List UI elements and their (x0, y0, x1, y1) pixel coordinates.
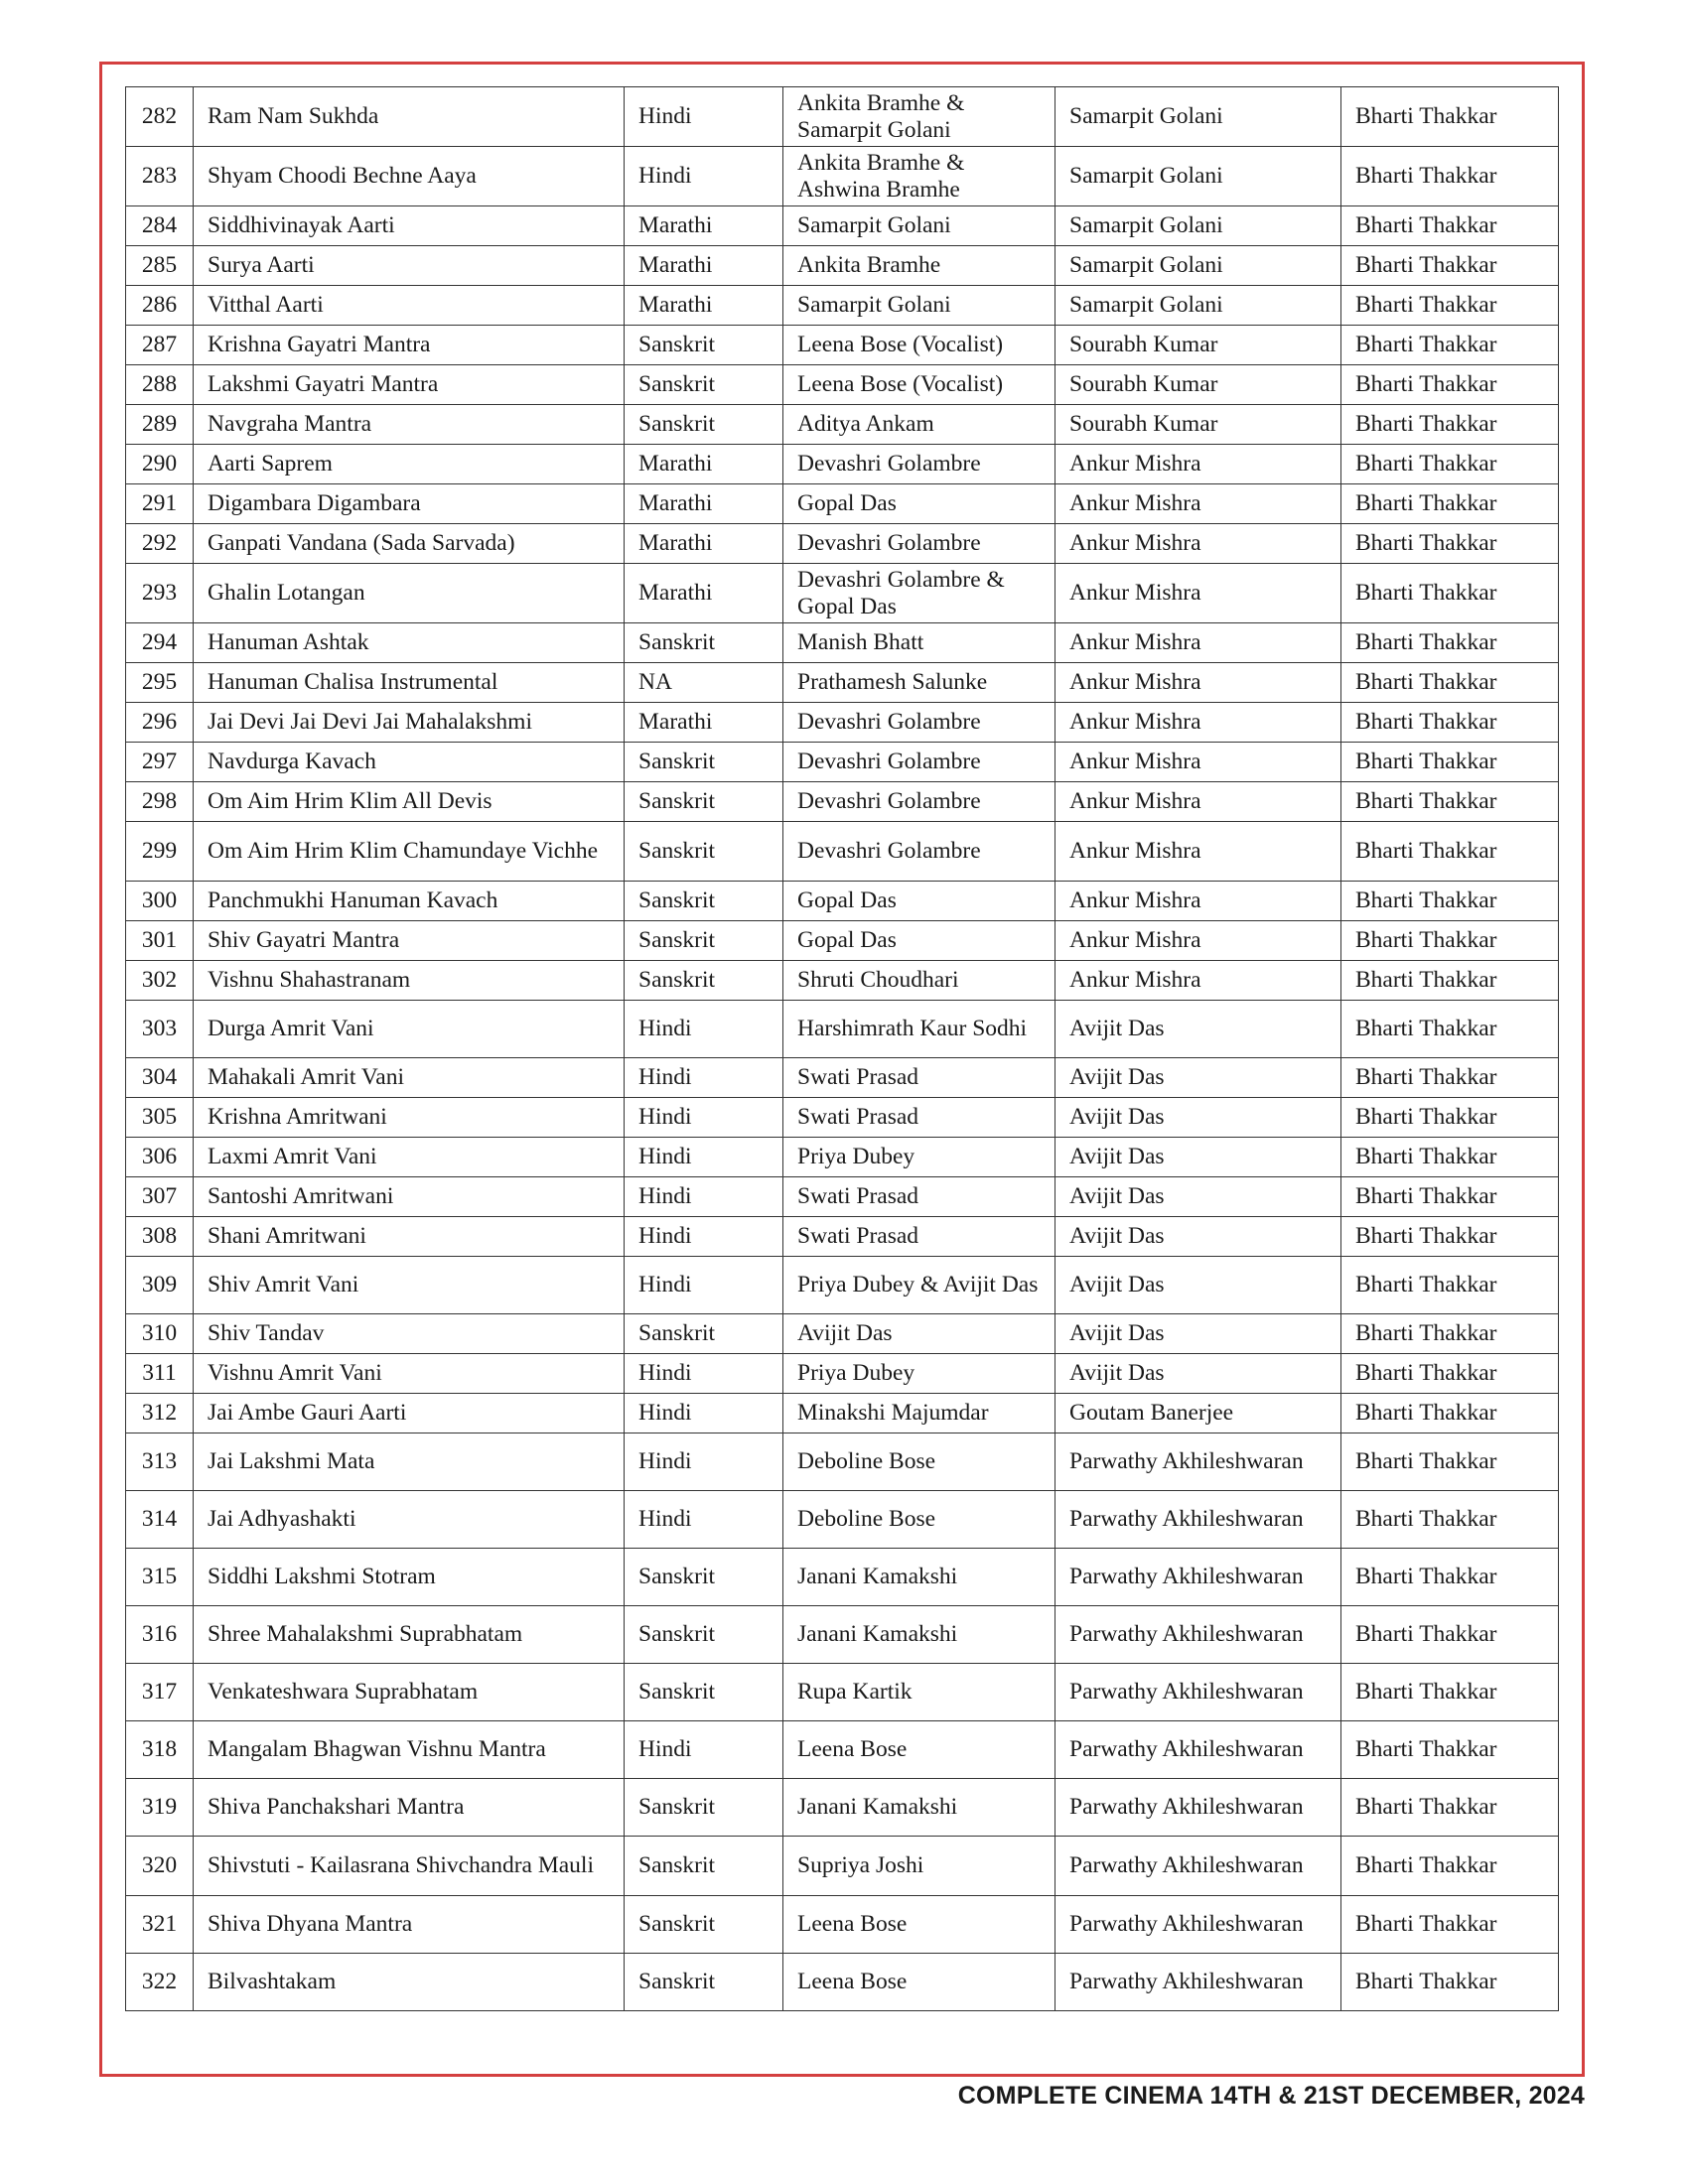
table-row (126, 743, 1559, 782)
cell-lyricist: Bharti Thakkar (1341, 1058, 1559, 1098)
cell-number: 295 (126, 663, 194, 703)
table-row (126, 365, 1559, 405)
cell-title: Shiv Tandav (194, 1314, 625, 1354)
cell-language: Marathi (625, 703, 783, 743)
cell-title: Surya Aarti (194, 246, 625, 286)
cell-composer: Avijit Das (1055, 1098, 1341, 1138)
cell-language: Hindi (625, 1491, 783, 1549)
cell-number: 305 (126, 1098, 194, 1138)
cell-number: 317 (126, 1664, 194, 1721)
cell-number: 314 (126, 1491, 194, 1549)
cell-language: Sanskrit (625, 961, 783, 1001)
cell-number: 309 (126, 1257, 194, 1314)
cell-number: 292 (126, 524, 194, 564)
cell-composer: Parwathy Akhileshwaran (1055, 1896, 1341, 1954)
cell-lyricist: Bharti Thakkar (1341, 1664, 1559, 1721)
cell-lyricist: Bharti Thakkar (1341, 663, 1559, 703)
cell-title: Shiv Gayatri Mantra (194, 921, 625, 961)
cell-singer: Aditya Ankam (783, 405, 1055, 445)
cell-lyricist: Bharti Thakkar (1341, 326, 1559, 365)
cell-language: Marathi (625, 445, 783, 484)
table-row (126, 1177, 1559, 1217)
cell-singer: Avijit Das (783, 1314, 1055, 1354)
cell-number: 318 (126, 1721, 194, 1779)
cell-lyricist: Bharti Thakkar (1341, 1721, 1559, 1779)
cell-number: 285 (126, 246, 194, 286)
cell-language: Hindi (625, 1354, 783, 1394)
cell-language: Marathi (625, 286, 783, 326)
cell-language: Sanskrit (625, 1549, 783, 1606)
table-row (126, 1217, 1559, 1257)
cell-composer: Samarpit Golani (1055, 246, 1341, 286)
cell-number: 315 (126, 1549, 194, 1606)
cell-title: Shiva Dhyana Mantra (194, 1896, 625, 1954)
cell-language: Sanskrit (625, 1896, 783, 1954)
cell-lyricist: Bharti Thakkar (1341, 1837, 1559, 1896)
table-row (126, 286, 1559, 326)
cell-language: Sanskrit (625, 882, 783, 921)
cell-number: 283 (126, 147, 194, 206)
cell-number: 321 (126, 1896, 194, 1954)
cell-language: Marathi (625, 524, 783, 564)
table-row (126, 326, 1559, 365)
cell-title: Shiva Panchakshari Mantra (194, 1779, 625, 1837)
cell-title: Hanuman Ashtak (194, 623, 625, 663)
cell-singer: Gopal Das (783, 882, 1055, 921)
cell-singer: Devashri Golambre (783, 445, 1055, 484)
cell-title: Laxmi Amrit Vani (194, 1138, 625, 1177)
cell-singer: Ankita Bramhe & Samarpit Golani (783, 87, 1055, 147)
cell-composer: Ankur Mishra (1055, 663, 1341, 703)
table-row (126, 1837, 1559, 1896)
cell-lyricist: Bharti Thakkar (1341, 1491, 1559, 1549)
cell-lyricist: Bharti Thakkar (1341, 961, 1559, 1001)
cell-language: Sanskrit (625, 1664, 783, 1721)
table-row (126, 147, 1559, 206)
table-row (126, 623, 1559, 663)
table-row (126, 1354, 1559, 1394)
cell-language: Marathi (625, 484, 783, 524)
table-row (126, 1314, 1559, 1354)
table-row (126, 1138, 1559, 1177)
cell-singer: Janani Kamakshi (783, 1549, 1055, 1606)
cell-language: Sanskrit (625, 743, 783, 782)
cell-title: Shani Amritwani (194, 1217, 625, 1257)
cell-language: Marathi (625, 206, 783, 246)
cell-composer: Parwathy Akhileshwaran (1055, 1549, 1341, 1606)
cell-singer: Ankita Bramhe (783, 246, 1055, 286)
cell-language: Hindi (625, 1098, 783, 1138)
cell-composer: Parwathy Akhileshwaran (1055, 1837, 1341, 1896)
table-row (126, 206, 1559, 246)
cell-composer: Ankur Mishra (1055, 782, 1341, 822)
table-row (126, 1896, 1559, 1954)
cell-number: 298 (126, 782, 194, 822)
cell-language: Sanskrit (625, 326, 783, 365)
cell-composer: Samarpit Golani (1055, 206, 1341, 246)
cell-lyricist: Bharti Thakkar (1341, 1177, 1559, 1217)
cell-language: Hindi (625, 1721, 783, 1779)
cell-number: 288 (126, 365, 194, 405)
cell-composer: Parwathy Akhileshwaran (1055, 1954, 1341, 2011)
cell-composer: Parwathy Akhileshwaran (1055, 1606, 1341, 1664)
cell-composer: Parwathy Akhileshwaran (1055, 1491, 1341, 1549)
cell-title: Hanuman Chalisa Instrumental (194, 663, 625, 703)
cell-composer: Parwathy Akhileshwaran (1055, 1779, 1341, 1837)
cell-singer: Deboline Bose (783, 1433, 1055, 1491)
cell-lyricist: Bharti Thakkar (1341, 1433, 1559, 1491)
cell-singer: Samarpit Golani (783, 286, 1055, 326)
cell-lyricist: Bharti Thakkar (1341, 564, 1559, 623)
cell-composer: Parwathy Akhileshwaran (1055, 1433, 1341, 1491)
cell-composer: Ankur Mishra (1055, 822, 1341, 882)
table-row (126, 1394, 1559, 1433)
table-row (126, 246, 1559, 286)
cell-lyricist: Bharti Thakkar (1341, 623, 1559, 663)
cell-singer: Devashri Golambre (783, 822, 1055, 882)
table-row (126, 405, 1559, 445)
table-row (126, 87, 1559, 147)
cell-language: Hindi (625, 1394, 783, 1433)
cell-number: 322 (126, 1954, 194, 2011)
cell-singer: Janani Kamakshi (783, 1606, 1055, 1664)
cell-singer: Deboline Bose (783, 1491, 1055, 1549)
cell-composer: Avijit Das (1055, 1257, 1341, 1314)
cell-language: Marathi (625, 246, 783, 286)
cell-title: Durga Amrit Vani (194, 1001, 625, 1058)
cell-composer: Ankur Mishra (1055, 961, 1341, 1001)
cell-singer: Swati Prasad (783, 1058, 1055, 1098)
cell-title: Venkateshwara Suprabhatam (194, 1664, 625, 1721)
cell-number: 319 (126, 1779, 194, 1837)
cell-title: Vitthal Aarti (194, 286, 625, 326)
cell-number: 290 (126, 445, 194, 484)
cell-singer: Ankita Bramhe & Ashwina Bramhe (783, 147, 1055, 206)
table-row (126, 1779, 1559, 1837)
table-row (126, 1058, 1559, 1098)
cell-title: Krishna Amritwani (194, 1098, 625, 1138)
cell-language: Hindi (625, 1001, 783, 1058)
cell-language: Hindi (625, 1058, 783, 1098)
cell-composer: Ankur Mishra (1055, 445, 1341, 484)
cell-lyricist: Bharti Thakkar (1341, 1394, 1559, 1433)
cell-number: 316 (126, 1606, 194, 1664)
cell-number: 289 (126, 405, 194, 445)
cell-composer: Ankur Mishra (1055, 623, 1341, 663)
cell-lyricist: Bharti Thakkar (1341, 206, 1559, 246)
cell-lyricist: Bharti Thakkar (1341, 1954, 1559, 2011)
cell-lyricist: Bharti Thakkar (1341, 1549, 1559, 1606)
table-row (126, 1001, 1559, 1058)
cell-language: Sanskrit (625, 1837, 783, 1896)
cell-title: Krishna Gayatri Mantra (194, 326, 625, 365)
cell-singer: Leena Bose (783, 1721, 1055, 1779)
cell-title: Mangalam Bhagwan Vishnu Mantra (194, 1721, 625, 1779)
cell-language: Hindi (625, 1433, 783, 1491)
cell-singer: Devashri Golambre & Gopal Das (783, 564, 1055, 623)
cell-lyricist: Bharti Thakkar (1341, 445, 1559, 484)
cell-title: Santoshi Amritwani (194, 1177, 625, 1217)
cell-number: 307 (126, 1177, 194, 1217)
cell-singer: Devashri Golambre (783, 524, 1055, 564)
table-row (126, 1098, 1559, 1138)
cell-composer: Ankur Mishra (1055, 703, 1341, 743)
cell-number: 296 (126, 703, 194, 743)
cell-title: Jai Devi Jai Devi Jai Mahalakshmi (194, 703, 625, 743)
cell-language: NA (625, 663, 783, 703)
cell-title: Aarti Saprem (194, 445, 625, 484)
cell-number: 304 (126, 1058, 194, 1098)
table-row (126, 524, 1559, 564)
cell-lyricist: Bharti Thakkar (1341, 782, 1559, 822)
cell-lyricist: Bharti Thakkar (1341, 882, 1559, 921)
cell-composer: Goutam Banerjee (1055, 1394, 1341, 1433)
cell-language: Sanskrit (625, 822, 783, 882)
table-row (126, 782, 1559, 822)
cell-singer: Minakshi Majumdar (783, 1394, 1055, 1433)
cell-composer: Parwathy Akhileshwaran (1055, 1721, 1341, 1779)
cell-singer: Rupa Kartik (783, 1664, 1055, 1721)
cell-lyricist: Bharti Thakkar (1341, 921, 1559, 961)
cell-composer: Sourabh Kumar (1055, 365, 1341, 405)
cell-lyricist: Bharti Thakkar (1341, 743, 1559, 782)
cell-singer: Janani Kamakshi (783, 1779, 1055, 1837)
cell-language: Hindi (625, 1257, 783, 1314)
cell-lyricist: Bharti Thakkar (1341, 1098, 1559, 1138)
cell-number: 310 (126, 1314, 194, 1354)
cell-composer: Avijit Das (1055, 1058, 1341, 1098)
table-row (126, 822, 1559, 882)
cell-singer: Swati Prasad (783, 1098, 1055, 1138)
cell-singer: Leena Bose (Vocalist) (783, 365, 1055, 405)
cell-composer: Ankur Mishra (1055, 743, 1341, 782)
cell-title: Vishnu Amrit Vani (194, 1354, 625, 1394)
cell-singer: Leena Bose (783, 1896, 1055, 1954)
cell-title: Ganpati Vandana (Sada Sarvada) (194, 524, 625, 564)
cell-singer: Gopal Das (783, 484, 1055, 524)
cell-title: Shree Mahalakshmi Suprabhatam (194, 1606, 625, 1664)
cell-singer: Harshimrath Kaur Sodhi (783, 1001, 1055, 1058)
cell-number: 284 (126, 206, 194, 246)
table-row (126, 882, 1559, 921)
cell-number: 313 (126, 1433, 194, 1491)
cell-language: Hindi (625, 1217, 783, 1257)
table-row (126, 1606, 1559, 1664)
table-row (126, 564, 1559, 623)
cell-singer: Priya Dubey (783, 1354, 1055, 1394)
cell-number: 291 (126, 484, 194, 524)
cell-singer: Devashri Golambre (783, 743, 1055, 782)
cell-composer: Parwathy Akhileshwaran (1055, 1664, 1341, 1721)
cell-lyricist: Bharti Thakkar (1341, 1896, 1559, 1954)
cell-composer: Avijit Das (1055, 1177, 1341, 1217)
cell-title: Ghalin Lotangan (194, 564, 625, 623)
cell-composer: Samarpit Golani (1055, 147, 1341, 206)
cell-language: Sanskrit (625, 1779, 783, 1837)
cell-singer: Swati Prasad (783, 1177, 1055, 1217)
cell-lyricist: Bharti Thakkar (1341, 1138, 1559, 1177)
cell-number: 301 (126, 921, 194, 961)
cell-title: Navgraha Mantra (194, 405, 625, 445)
cell-language: Hindi (625, 87, 783, 147)
table-row (126, 1549, 1559, 1606)
cell-language: Sanskrit (625, 405, 783, 445)
cell-language: Sanskrit (625, 921, 783, 961)
cell-title: Shiv Amrit Vani (194, 1257, 625, 1314)
cell-singer: Gopal Das (783, 921, 1055, 961)
cell-number: 312 (126, 1394, 194, 1433)
cell-title: Om Aim Hrim Klim All Devis (194, 782, 625, 822)
table-row (126, 445, 1559, 484)
cell-lyricist: Bharti Thakkar (1341, 1779, 1559, 1837)
cell-lyricist: Bharti Thakkar (1341, 286, 1559, 326)
cell-singer: Prathamesh Salunke (783, 663, 1055, 703)
cell-title: Jai Ambe Gauri Aarti (194, 1394, 625, 1433)
table-row (126, 484, 1559, 524)
cell-language: Sanskrit (625, 623, 783, 663)
cell-title: Siddhivinayak Aarti (194, 206, 625, 246)
cell-composer: Ankur Mishra (1055, 882, 1341, 921)
cell-lyricist: Bharti Thakkar (1341, 1001, 1559, 1058)
cell-lyricist: Bharti Thakkar (1341, 524, 1559, 564)
table-row (126, 663, 1559, 703)
cell-singer: Priya Dubey (783, 1138, 1055, 1177)
cell-language: Sanskrit (625, 782, 783, 822)
cell-lyricist: Bharti Thakkar (1341, 405, 1559, 445)
cell-number: 286 (126, 286, 194, 326)
cell-number: 287 (126, 326, 194, 365)
cell-singer: Swati Prasad (783, 1217, 1055, 1257)
cell-language: Hindi (625, 147, 783, 206)
cell-singer: Leena Bose (Vocalist) (783, 326, 1055, 365)
cell-title: Om Aim Hrim Klim Chamundaye Vichhe (194, 822, 625, 882)
cell-singer: Leena Bose (783, 1954, 1055, 2011)
cell-number: 302 (126, 961, 194, 1001)
table-row (126, 961, 1559, 1001)
cell-title: Lakshmi Gayatri Mantra (194, 365, 625, 405)
cell-lyricist: Bharti Thakkar (1341, 365, 1559, 405)
cell-composer: Ankur Mishra (1055, 524, 1341, 564)
cell-lyricist: Bharti Thakkar (1341, 246, 1559, 286)
cell-language: Sanskrit (625, 1314, 783, 1354)
cell-number: 300 (126, 882, 194, 921)
table-row (126, 1491, 1559, 1549)
cell-lyricist: Bharti Thakkar (1341, 703, 1559, 743)
cell-composer: Samarpit Golani (1055, 286, 1341, 326)
table-row (126, 1257, 1559, 1314)
cell-title: Bilvashtakam (194, 1954, 625, 2011)
cell-lyricist: Bharti Thakkar (1341, 1354, 1559, 1394)
song-credits-table (125, 86, 1559, 2011)
cell-number: 282 (126, 87, 194, 147)
cell-composer: Ankur Mishra (1055, 484, 1341, 524)
cell-lyricist: Bharti Thakkar (1341, 1314, 1559, 1354)
cell-title: Jai Lakshmi Mata (194, 1433, 625, 1491)
cell-language: Sanskrit (625, 1606, 783, 1664)
publication-footer: COMPLETE CINEMA 14TH & 21ST DECEMBER, 2024 (957, 2082, 1585, 2110)
cell-singer: Priya Dubey & Avijit Das (783, 1257, 1055, 1314)
cell-title: Siddhi Lakshmi Stotram (194, 1549, 625, 1606)
cell-number: 306 (126, 1138, 194, 1177)
cell-lyricist: Bharti Thakkar (1341, 1257, 1559, 1314)
cell-singer: Devashri Golambre (783, 782, 1055, 822)
cell-language: Hindi (625, 1177, 783, 1217)
cell-language: Hindi (625, 1138, 783, 1177)
cell-title: Digambara Digambara (194, 484, 625, 524)
cell-composer: Avijit Das (1055, 1138, 1341, 1177)
cell-composer: Avijit Das (1055, 1217, 1341, 1257)
cell-singer: Supriya Joshi (783, 1837, 1055, 1896)
table-row (126, 1433, 1559, 1491)
cell-composer: Samarpit Golani (1055, 87, 1341, 147)
cell-composer: Avijit Das (1055, 1314, 1341, 1354)
cell-title: Ram Nam Sukhda (194, 87, 625, 147)
table-row (126, 921, 1559, 961)
cell-language: Sanskrit (625, 1954, 783, 2011)
cell-composer: Sourabh Kumar (1055, 326, 1341, 365)
cell-title: Navdurga Kavach (194, 743, 625, 782)
cell-title: Vishnu Shahastranam (194, 961, 625, 1001)
cell-lyricist: Bharti Thakkar (1341, 484, 1559, 524)
table-row (126, 1954, 1559, 2011)
cell-title: Mahakali Amrit Vani (194, 1058, 625, 1098)
cell-composer: Sourabh Kumar (1055, 405, 1341, 445)
cell-lyricist: Bharti Thakkar (1341, 822, 1559, 882)
cell-title: Shivstuti - Kailasrana Shivchandra Mauli (194, 1837, 625, 1896)
cell-lyricist: Bharti Thakkar (1341, 1217, 1559, 1257)
cell-title: Panchmukhi Hanuman Kavach (194, 882, 625, 921)
table-row (126, 1721, 1559, 1779)
cell-singer: Manish Bhatt (783, 623, 1055, 663)
cell-singer: Shruti Choudhari (783, 961, 1055, 1001)
cell-composer: Ankur Mishra (1055, 921, 1341, 961)
cell-number: 297 (126, 743, 194, 782)
cell-title: Shyam Choodi Bechne Aaya (194, 147, 625, 206)
cell-language: Sanskrit (625, 365, 783, 405)
cell-composer: Avijit Das (1055, 1001, 1341, 1058)
cell-number: 311 (126, 1354, 194, 1394)
cell-lyricist: Bharti Thakkar (1341, 1606, 1559, 1664)
cell-composer: Ankur Mishra (1055, 564, 1341, 623)
cell-singer: Samarpit Golani (783, 206, 1055, 246)
cell-composer: Avijit Das (1055, 1354, 1341, 1394)
table-row (126, 1664, 1559, 1721)
cell-number: 294 (126, 623, 194, 663)
cell-language: Marathi (625, 564, 783, 623)
cell-title: Jai Adhyashakti (194, 1491, 625, 1549)
cell-number: 303 (126, 1001, 194, 1058)
cell-lyricist: Bharti Thakkar (1341, 147, 1559, 206)
cell-number: 293 (126, 564, 194, 623)
cell-lyricist: Bharti Thakkar (1341, 87, 1559, 147)
table-row (126, 703, 1559, 743)
cell-number: 299 (126, 822, 194, 882)
cell-number: 308 (126, 1217, 194, 1257)
cell-singer: Devashri Golambre (783, 703, 1055, 743)
cell-number: 320 (126, 1837, 194, 1896)
